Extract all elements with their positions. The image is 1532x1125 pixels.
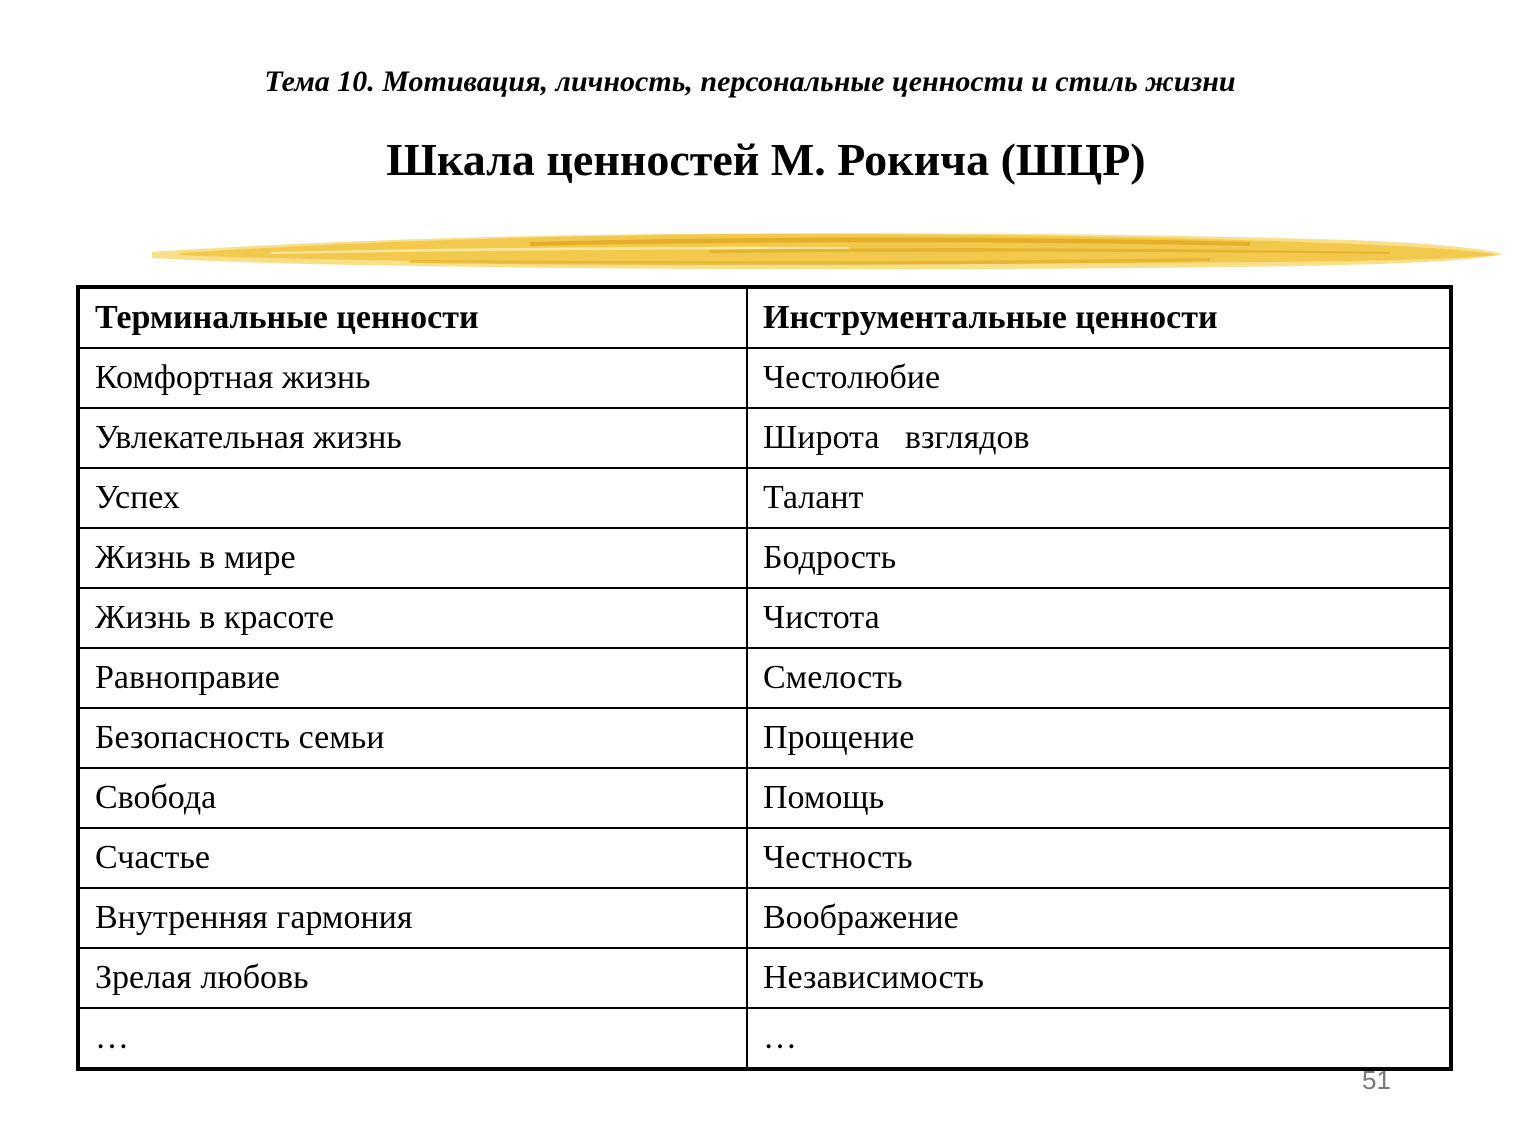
table-header-row <box>78 287 1451 348</box>
table-row <box>78 768 1451 828</box>
instrumental-value-cell: Воображение <box>747 888 1451 948</box>
instrumental-value-cell: Смелость <box>747 648 1451 708</box>
table-row <box>78 828 1451 888</box>
instrumental-value-cell: Чистота <box>747 588 1451 648</box>
table-row <box>78 888 1451 948</box>
table-row <box>78 948 1451 1008</box>
instrumental-value-cell: Честолюбие <box>747 348 1451 408</box>
instrumental-value-cell: Широта взглядов <box>747 408 1451 468</box>
instrumental-value-cell: Честность <box>747 828 1451 888</box>
table-row <box>78 408 1451 468</box>
table-row <box>78 588 1451 648</box>
table-row <box>78 648 1451 708</box>
instrumental-value-cell: … <box>747 1008 1451 1069</box>
terminal-value-cell: Комфортная жизнь <box>78 348 747 408</box>
instrumental-value-cell: Независимость <box>747 948 1451 1008</box>
terminal-value-cell: … <box>78 1008 747 1069</box>
terminal-value-cell: Равноправие <box>78 648 747 708</box>
terminal-value-cell: Увлекательная жизнь <box>78 408 747 468</box>
terminal-value-cell: Жизнь в мире <box>78 528 747 588</box>
terminal-value-cell: Зрелая любовь <box>78 948 747 1008</box>
header-instrumental-values: Инструментальные ценности <box>747 287 1451 348</box>
instrumental-value-cell: Талант <box>747 468 1451 528</box>
header-terminal-values: Терминальные ценности <box>78 287 747 348</box>
instrumental-value-cell: Прощение <box>747 708 1451 768</box>
instrumental-value-cell: Бодрость <box>747 528 1451 588</box>
terminal-value-cell: Безопасность семьи <box>78 708 747 768</box>
slide-title: Шкала ценностей М. Рокича (ШЦР) <box>386 134 1146 185</box>
table-row <box>78 708 1451 768</box>
yellow-brush-stroke-divider <box>150 222 1505 278</box>
terminal-value-cell: Жизнь в красоте <box>78 588 747 648</box>
table-row <box>78 1008 1451 1069</box>
slide-topic: Тема 10. Мотивация, личность, персональные ценности и стиль жизни <box>264 65 1236 98</box>
rokeach-values-table <box>76 285 1453 1071</box>
table-row <box>78 528 1451 588</box>
table-row <box>78 348 1451 408</box>
terminal-value-cell: Успех <box>78 468 747 528</box>
terminal-value-cell: Счастье <box>78 828 747 888</box>
terminal-value-cell: Внутренняя гармония <box>78 888 747 948</box>
terminal-value-cell: Свобода <box>78 768 747 828</box>
page-number: 51 <box>1362 1065 1391 1095</box>
instrumental-value-cell: Помощь <box>747 768 1451 828</box>
table-row <box>78 468 1451 528</box>
